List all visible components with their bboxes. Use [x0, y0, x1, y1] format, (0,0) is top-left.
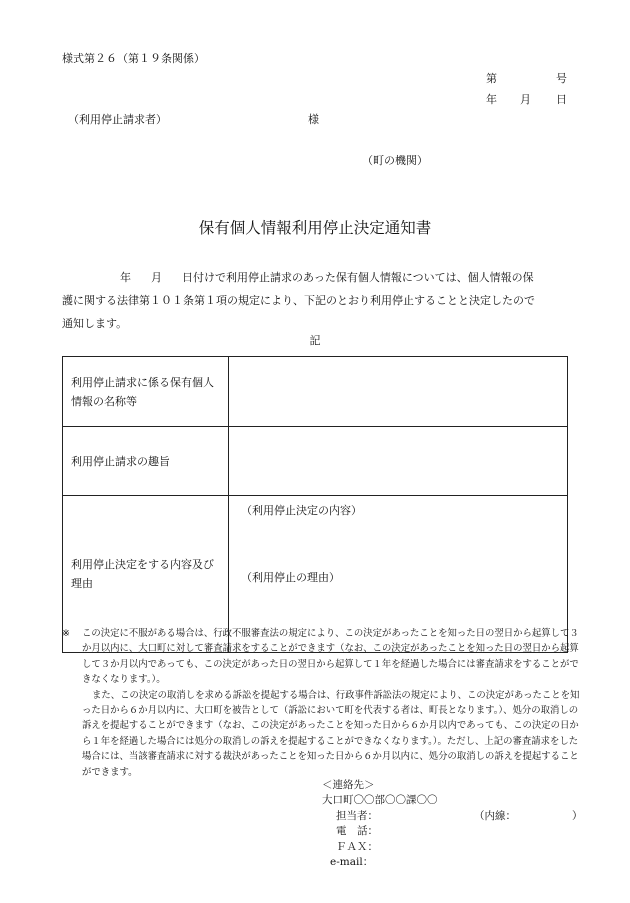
decision-reason-label: （利用停止の理由） — [241, 571, 340, 584]
extension-close: ） — [572, 809, 583, 822]
contact-person-label: 担当者： — [336, 809, 378, 822]
contact-person-row — [322, 809, 583, 824]
date-month-label: 月 — [520, 93, 531, 106]
decision-content-label: （利用停止決定の内容） — [241, 504, 362, 517]
contact-email-row — [322, 855, 583, 870]
document-number-suffix: 号 — [556, 72, 567, 85]
table-row — [63, 357, 568, 427]
table-row — [63, 427, 568, 496]
body-line-3: 通知します。 — [62, 317, 128, 330]
row-label-request-purpose: 利用停止請求の趣旨 — [63, 427, 229, 496]
notes-section — [62, 626, 582, 780]
document-title: 保有個人情報利用停止決定通知書 — [198, 219, 432, 237]
body-line-2: 護に関する法律第１０１条第１項の規定により、下記のとおり利用停止することと決定したので — [62, 294, 535, 307]
row-label-personal-info-name: 利用停止請求に係る保有個人情報の名称等 — [63, 357, 229, 427]
body-paragraph — [62, 266, 577, 335]
document-number-prefix: 第 — [486, 72, 497, 85]
row-content-personal-info-name[interactable] — [229, 357, 568, 427]
row-label-decision-content-reason: 利用停止決定をする内容及び理由 — [63, 496, 229, 653]
body-month-label: 月 — [151, 271, 162, 284]
form-number: 様式第２６（第１９条関係） — [62, 52, 205, 65]
requester-label: （利用停止請求者） — [68, 113, 167, 126]
decision-table — [62, 356, 568, 653]
contact-email-label: e-mail： — [330, 856, 374, 869]
body-line-1 — [62, 266, 577, 289]
honorific-sama: 様 — [308, 113, 319, 126]
contact-block — [322, 778, 583, 870]
note-mark: ※ — [62, 628, 70, 639]
note-paragraph-2: また、この決定の取消しを求める訴訟を提起する場合は、行政事件訴訟法の規定により、この決定があったことを知った日から６か月以内に、大口町を被告として（訴訟において町を代表する者は、町長となります。）、処分の取消しの訴えを提起することができます（なお、この決定があったことを知った日から６か月以内であっても、この決定の日から１年を経過した場合には処分の取消しの訴えを提起することができなくなります。）。ただし、上記の審査請求をした場合には、当該審査請求に対する裁決があったことを知った日から６か月以内に、処分の取消しの訴えを提起することができます。 — [82, 689, 580, 778]
contact-department: 大口町〇〇部〇〇課〇〇 — [322, 794, 438, 807]
contact-fax-row — [322, 840, 583, 855]
body-line-1-text: 日付けで利用停止請求のあった保有個人情報については、個人情報の保 — [182, 271, 534, 284]
contact-heading: ＜連絡先＞ — [322, 779, 375, 791]
contact-fax-label: ＦＡＸ： — [336, 840, 378, 853]
agency-label: （町の機関） — [362, 154, 428, 167]
row-content-request-purpose[interactable] — [229, 427, 568, 496]
body-year-label: 年 — [120, 271, 131, 284]
ki-heading: 記 — [309, 334, 321, 347]
note-paragraph-1: この決定に不服がある場合は、行政不服審査法の規定により、この決定があったことを知った日の翌日から起算して３か月以内に、大口町に対して審査請求をすることができます（なお、この決定があったことを知った日の翌日から起算して３か月以内であっても、この決定があった日の翌日から起算して１年を経過した場合には審査請求をすることができなくなります。）。 — [82, 628, 579, 686]
date-day-label: 日 — [556, 93, 567, 106]
contact-phone-row — [322, 824, 583, 839]
contact-phone-label: 電 話： — [336, 825, 378, 838]
date-year-label: 年 — [486, 93, 497, 106]
extension-label: （内線： — [474, 809, 516, 822]
